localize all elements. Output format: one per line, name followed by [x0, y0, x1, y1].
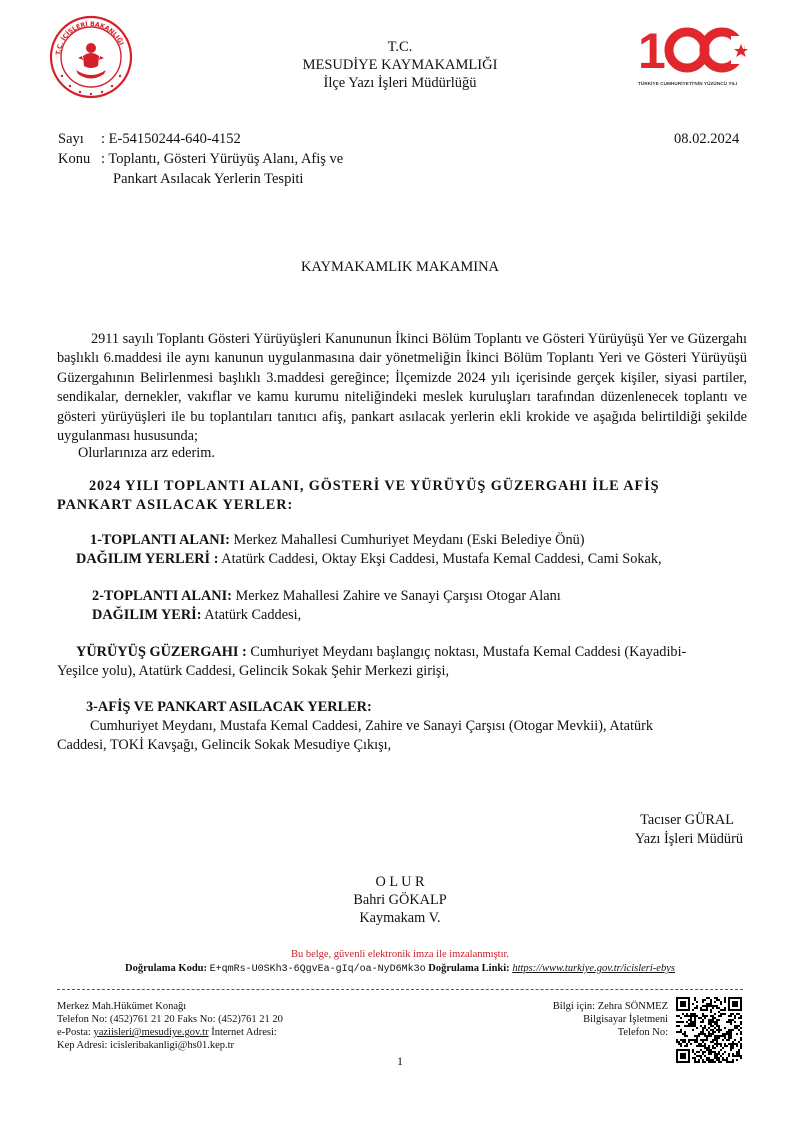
approver-title: Kaymakam V.: [359, 910, 441, 926]
footer-contact: [57, 1000, 283, 1052]
sayi-label: Sayı: [58, 131, 84, 147]
footer-info: [553, 1000, 668, 1039]
verification-code: E+qmRs-U0SKh3-6QgvEa-gIq/oa-NyD6Mk3o: [209, 964, 426, 975]
meeting-area-1-value: Merkez Mahallesi Cumhuriyet Meydanı (Eski Belediye Önü): [229, 532, 585, 548]
march-route: [76, 643, 686, 662]
footer-divider: [57, 989, 743, 990]
header-institution: MESUDİYE KAYMAKAMLIĞI: [302, 57, 498, 73]
section-title-line2: PANKART ASILACAK YERLER:: [57, 497, 294, 514]
verification-line: [0, 963, 800, 975]
approver-name: Bahri GÖKALP: [353, 892, 447, 908]
body-paragraph: [57, 330, 747, 446]
distribution-2-value: Atatürk Caddesi,: [201, 607, 302, 623]
poster-areas-line1: Cumhuriyet Meydanı, Mustafa Kemal Caddesi, Zahire ve Sanayi Çarşısı (Otogar Mevkii), Atatürk: [90, 718, 654, 734]
meeting-area-1-label: 1-TOPLANTI ALANI:: [90, 532, 230, 548]
verification-code-label: Doğrulama Kodu:: [125, 963, 207, 974]
approval-olur: O L U R: [375, 874, 425, 890]
footer-email-label: e-Posta:: [57, 1027, 91, 1038]
meeting-area-2-value: Merkez Mahallesi Zahire ve Sanayi Çarşısı Otogar Alanı: [231, 588, 561, 604]
march-route-line2: Yeşilce yolu), Atatürk Caddesi, Gelincik Sokak Şehir Merkezi girişi,: [57, 663, 450, 679]
addressee: KAYMAKAMLIK MAKAMINA: [300, 259, 500, 275]
meeting-area-2: [92, 587, 561, 606]
distribution-1-value: Atatürk Caddesi, Oktay Ekşi Caddesi, Mustafa Kemal Caddesi, Cami Sokak,: [218, 551, 662, 567]
verification-link-label: Doğrulama Linki:: [428, 963, 510, 974]
document-date: 08.02.2024: [674, 131, 740, 147]
header-tc: T.C.: [387, 39, 413, 55]
header-department: İlçe Yazı İşleri Müdürlüğü: [323, 75, 477, 91]
konu-value-line1: : Toplantı, Gösteri Yürüyüş Alanı, Afiş ve: [101, 151, 344, 167]
distribution-1: [76, 550, 662, 569]
esign-notice: Bu belge, güvenli elektronik imza ile imzalanmıştır.: [290, 949, 510, 960]
poster-areas-line2: Caddesi, TOKİ Kavşağı, Gelincik Sokak Mesudiye Çıkışı,: [57, 737, 392, 753]
footer-email-link[interactable]: yaziisleri@mesudiye.gov.tr: [93, 1027, 209, 1038]
closing-line: Olurlarınıza arz ederim.: [78, 445, 215, 461]
footer-info-phone: Telefon No:: [617, 1027, 668, 1038]
meeting-area-1: [90, 531, 585, 550]
footer-email-row: [57, 1026, 283, 1039]
footer-address: Merkez Mah.Hükümet Konağı: [57, 1001, 187, 1012]
footer-kep: Kep Adresi: icisleribakanligi@hs01.kep.tr: [57, 1040, 235, 1051]
footer-info-contact: Bilgi için: Zehra SÖNMEZ: [552, 1001, 668, 1012]
poster-areas-label: 3-AFİŞ VE PANKART ASILACAK YERLER:: [86, 699, 372, 715]
meeting-area-2-label: 2-TOPLANTI ALANI:: [92, 588, 232, 604]
page-number: 1: [397, 1054, 403, 1068]
konu-value-line2: Pankart Asılacak Yerlerin Tespiti: [113, 171, 304, 187]
march-route-value-line1: Cumhuriyet Meydanı başlangıç noktası, Mustafa Kemal Caddesi (Kayadibi-: [246, 644, 687, 660]
sayi-value: : E-54150244-640-4152: [101, 131, 241, 147]
footer-phone: Telefon No: (452)761 21 20 Faks No: (452)761 21 20: [57, 1014, 283, 1025]
section-title: [57, 477, 757, 516]
svg-text:T.C. İÇİŞLERİ BAKANLIĞI: T.C. İÇİŞLERİ BAKANLIĞI: [55, 20, 125, 56]
body-paragraph-text: 2911 sayılı Toplantı Gösteri Yürüyüşleri Kanununun İkinci Bölüm Toplantı ve Gösteri Yürüyüşü Yer ve Güzergahı başlıklı 6.maddesi ile aynı kanunun uygulanmasına dair yönetmeliğin İkinci Bölüm Toplantı Yeri ve Gösteri Yürüyüşü Güzergahının Belirlenmesi başlıklı 3.maddesi gereğince; İlçemizde 2024 yılı içerisinde gerçek kişiler, siyasi partiler, sendikalar, dernekler, vakıflar ve kamu kurumu niteliğindeki meslek kuruluşları tarafından düzenlenecek toplantı ve gösteri yürüyüşleri ile bu toplantıları tanıtıcı afiş, pankart asılacak yerlerin ekli krokide ve aşağıda belirtildiği şekilde uygulanması hususunda;: [57, 331, 747, 445]
section-title-line1: 2024 YILI TOPLANTI ALANI, GÖSTERİ VE YÜRÜYÜŞ GÜZERGAHI İLE AFİŞ: [89, 478, 660, 494]
signer-title: Yazı İşleri Müdürü: [634, 831, 743, 847]
march-route-label: YÜRÜYÜŞ GÜZERGAHI :: [76, 644, 247, 660]
footer-info-role: Bilgisayar İşletmeni: [583, 1014, 668, 1025]
centennial-caption: TÜRKİYE CUMHURİYETİ'NİN YÜZÜNCÜ YILI: [638, 81, 738, 86]
distribution-1-label: DAĞILIM YERLERİ :: [76, 551, 219, 567]
signer-name: Tacıser GÜRAL: [640, 812, 734, 828]
distribution-2-label: DAĞILIM YERİ:: [92, 607, 202, 623]
footer-internet-label: İnternet Adresi:: [211, 1027, 277, 1038]
verification-link[interactable]: https://www.turkiye.gov.tr/icisleri-ebys: [512, 963, 675, 974]
svg-text:1: 1: [638, 24, 662, 74]
konu-label: Konu: [58, 151, 91, 167]
distribution-2: [92, 606, 301, 625]
